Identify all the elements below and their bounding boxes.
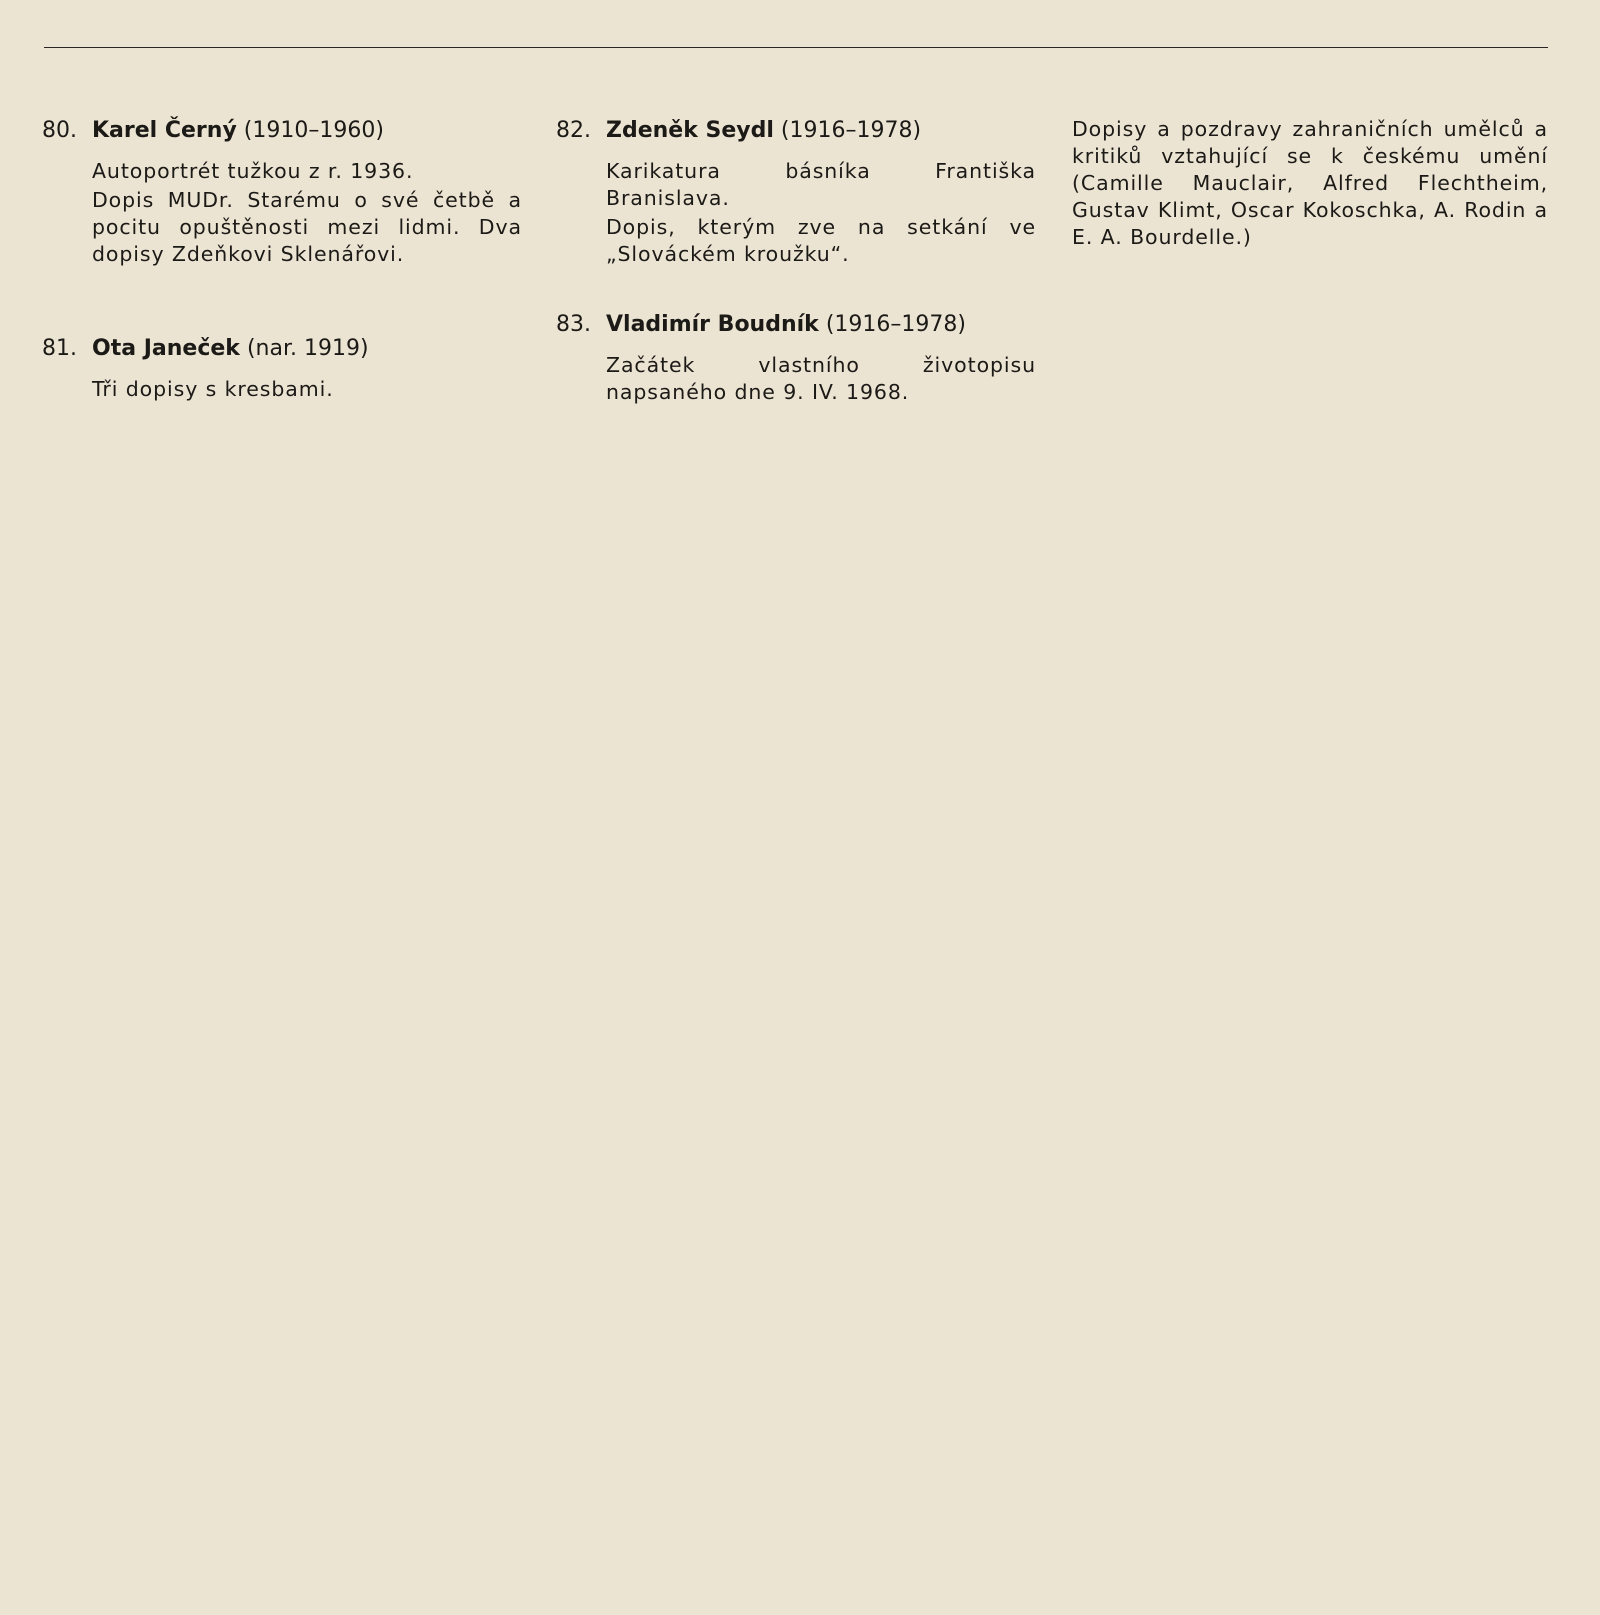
artist-name: Karel Černý xyxy=(92,118,237,143)
entry-heading xyxy=(42,334,522,364)
entry-heading xyxy=(556,310,1036,340)
column-left xyxy=(42,116,522,405)
entry-items xyxy=(606,158,1036,268)
artist-dates: (nar. 1919) xyxy=(246,336,369,361)
catalog-entry-81 xyxy=(42,334,522,403)
artist-dates: (1916–1978) xyxy=(780,118,922,143)
entry-number: 82. xyxy=(556,118,591,143)
foreign-letters-text: Dopisy a pozdravy zahraničních umělců a kritiků vztahující se k českému umění (Camille Mauclair, Alfred Flechtheim, Gustav Klimt, Oscar Kokoschka, A. Rodin a E. A. Bourdelle.) xyxy=(1072,117,1548,249)
entry-items xyxy=(606,352,1036,406)
entry-number: 81. xyxy=(42,336,77,361)
artist-name: Zdeněk Seydl xyxy=(606,118,774,143)
entry-items xyxy=(92,158,522,268)
entry-item: Tři dopisy s kresbami. xyxy=(92,377,334,401)
entry-number: 80. xyxy=(42,118,77,143)
artist-dates: (1916–1978) xyxy=(825,312,966,337)
entry-heading xyxy=(42,116,522,146)
catalog-entry-82 xyxy=(556,116,1036,268)
entry-items xyxy=(92,376,522,403)
column-right xyxy=(1072,116,1548,253)
entry-item: Karikatura básníka Františka Branislava. xyxy=(606,159,1036,210)
entry-item: Dopis, kterým zve na setkání ve „Slováckém kroužku“. xyxy=(606,215,1036,266)
entry-heading xyxy=(556,116,1036,146)
column-middle xyxy=(556,116,1036,408)
entry-item: Dopis MUDr. Starému o své četbě a pocitu opuštěnosti mezi lidmi. Dva dopisy Zdeňkovi Sklenářovi. xyxy=(92,188,522,266)
entry-item: Autoportrét tužkou z r. 1936. xyxy=(92,159,414,183)
entry-number: 83. xyxy=(556,312,591,337)
artist-name: Vladimír Boudník xyxy=(606,312,819,337)
artist-name: Ota Janeček xyxy=(92,336,240,361)
top-rule xyxy=(44,47,1548,48)
catalog-entry-83 xyxy=(556,310,1036,406)
artist-dates: (1910–1960) xyxy=(243,118,384,143)
entry-item: Začátek vlastního životopisu napsaného dne 9. IV. 1968. xyxy=(606,353,1036,404)
catalog-entry-80 xyxy=(42,116,522,268)
